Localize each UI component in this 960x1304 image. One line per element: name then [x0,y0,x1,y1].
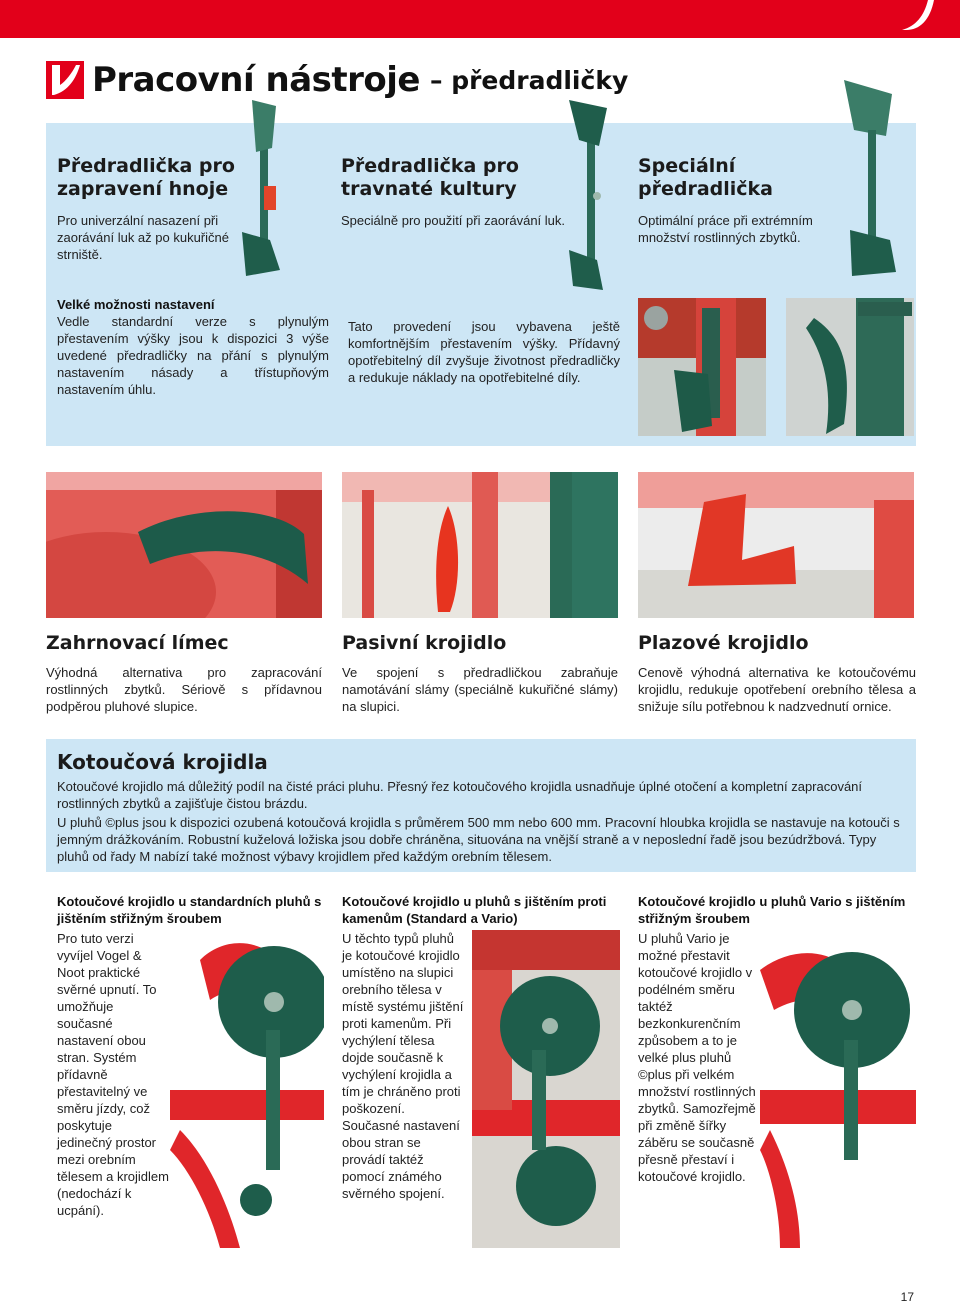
title-row [46,58,628,102]
skid-coulter-photo [638,472,914,618]
manure-skimmer-illustration [238,100,284,280]
special-skimmer-heading: Speciální předradlička [638,155,773,201]
vario-disc-photo [760,930,916,1248]
passive-coulter-heading: Pasivní krojidlo [342,632,507,654]
vario-disc-text: U pluhů Vario je možné přestavit kotoučové krojidlo v podélném směru taktéž bezkonkurenčním způsobem a to je velké plus pluhů ©plus při velkém množství rostlinných zbytků. Samozřejmě při změně šířky záběru se současně přesně přestaví i kotoučové krojidlo. [638,931,756,1184]
page-title: Pracovní nástroje [92,60,420,100]
disc-coulter-paragraph-2: U pluhů ©plus jsou k dispozici ozubená kotoučová krojidla s průměrem 500 mm nebo 600 mm. Pracovní hloubka krojidla se nastavuje na kotouči s jemným drážkováním. Robustní kuželová ložiska jsou dobře chráněna, situována na vnější straně a v neposlední řadě jsou bezúdržbová. Typy pluhů od řady M nabízí také možnost výbavy krojidlem před každým orebním tělesem. [57,815,900,864]
top-brand-bar [0,0,960,38]
shear-bolt-disc-heading: Kotoučové krojidlo u standardních pluhů s jištěním střižným šroubem [57,894,322,926]
grassland-skimmer-illustration [563,100,613,294]
covering-collar-heading: Zahrnovací límec [46,632,229,654]
covering-collar-photo [46,472,322,618]
brand-logo-icon [46,61,84,99]
grassland-skimmer-heading: Předradlička pro travnaté kultury [341,155,519,201]
disc-coulter-heading: Kotoučová krojidla [57,750,268,774]
skid-coulter-text: Cenově výhodná alternativa ke kotoučovému krojidlu, redukuje opotřebení orebního tělesa a snižuje sílu potřebnou k nadzvednutí ornice. [638,665,916,714]
settings-heading: Velké možnosti nastavení [57,297,215,312]
page-number: 17 [900,1290,914,1304]
vario-disc-heading: Kotoučové krojidlo u pluhů Vario s jištěním střižným šroubem [638,894,906,926]
passive-coulter-photo [342,472,618,618]
brand-swoosh-icon [902,0,934,30]
covering-collar-text: Výhodná alternativa pro zapracování rostlinných zbytků. Sériově s přídavnou podpěrou pluhové slupice. [46,665,322,714]
grassland-skimmer-text: Speciálně pro použití při zaorávání luk. [341,213,566,228]
comfort-text: Tato provedení jsou vybavena ještě komfortnějším přestavením výšky. Přídavný opotřebitelný díl zvyšuje životnost předradličky a redukuje náklady na opotřebitelné díly. [348,319,620,385]
stone-protect-disc-heading: Kotoučové krojidlo u pluhů s jištěním proti kamenům (Standard a Vario) [342,894,607,926]
settings-text: Vedle standardní verze s plynulým přestavením výšky jsou k dispozici 3 výše uvedené předradličky na přání s plynulým nastavením násady a třístupňovým nastavením úhlu. [57,314,329,397]
shear-bolt-disc-text: Pro tuto verzi vyvíjel Vogel & Noot praktické svěrné upnutí. To umožňuje současné nastavení obou stran. Systém přídavně přestavitelný ve směru jízdy, což poskytuje jedinečný prostor mezi orebním tělesem a krojidlem (nedochází k ucpání). [57,931,169,1218]
stone-protect-disc-photo [472,930,620,1248]
skimmer-adjust-photo-1 [638,298,766,436]
skid-coulter-heading: Plazové krojidlo [638,632,809,654]
special-skimmer-illustration [840,80,900,276]
manure-skimmer-heading: Předradlička pro zapravení hnoje [57,155,235,201]
stone-protect-disc-text: U těchto typů pluhů je kotoučové krojidlo umístěno na slupici orebního tělesa v místě systému jištění proti kamenům. Při vychýlení tělesa dojde současně k vychýlení krojidla a tím je chráněno proti poškození. Současné nastavení obou stran se provádí taktéž pomocí známého svěrného spojení. [342,931,464,1201]
shear-bolt-disc-photo [170,930,324,1248]
special-skimmer-text: Optimální práce při extrémním množství rostlinných zbytků. [638,213,813,245]
disc-coulter-paragraph-1: Kotoučové krojidlo má důležitý podíl na čisté práci pluhu. Přesný řez kotoučového krojidla usnadňuje úplné otočení a kompletní zapracování rostlinných zbytků a zajišťuje čistou brázdu. [57,779,863,811]
passive-coulter-text: Ve spojení s předradličkou zabraňuje namotávání slámy (speciálně kukuřičné slámy) na slupici. [342,665,618,714]
skimmer-adjust-photo-2 [786,298,914,436]
manure-skimmer-text: Pro univerzální nasazení při zaorávání luk až po kukuřičné strniště. [57,213,229,262]
page-subtitle: – předradličky [429,65,629,95]
